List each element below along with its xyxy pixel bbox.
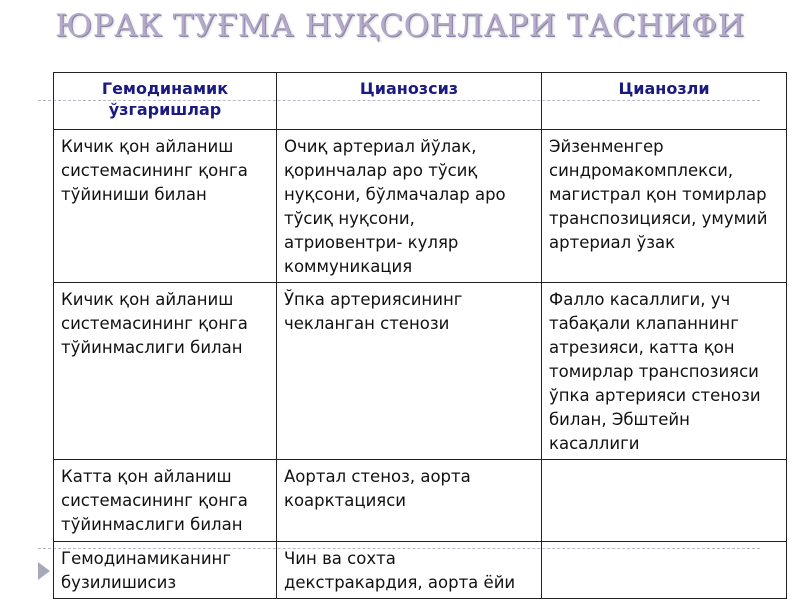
bullet-arrow-icon — [38, 562, 50, 580]
table-cell: Аортал стеноз, аорта коарктацияси — [277, 460, 542, 542]
table-cell: Катта қон айланиш системасининг қонга тўйинмаслиги билан — [54, 460, 277, 542]
table-row — [54, 283, 787, 460]
table-cell — [542, 542, 787, 599]
table-row — [54, 460, 787, 542]
table-cell: Кичик қон айланиш системасининг қонга тўйиниши билан — [54, 130, 277, 283]
table-cell: Кичик қон айланиш системасининг қонга тўйинмаслиги билан — [54, 283, 277, 460]
table-cell: Ўпка артериясининг чекланган стенози — [277, 283, 542, 460]
table-cell: Очиқ артериал йўлак, қоринчалар аро тўсиқ нуқсони, бўлмачалар аро тўсиқ нуқсони, атриовентри- куляр коммуникация — [277, 130, 542, 283]
slide-title: ЮРАК ТУҒМА НУҚСОНЛАРИ ТАСНИФИ — [55, 8, 745, 44]
table-cell: Фалло касаллиги, уч табақали клапаннинг атрезияси, катта қон томирлар транспозияси ўпка артерияси стенози билан, Эбштейн касаллиги — [542, 283, 787, 460]
table-row — [54, 542, 787, 599]
table-row — [54, 130, 787, 283]
header-cyanotic: Цианозли — [542, 73, 787, 130]
table-cell: Гемодинамиканинг бузилишисиз — [54, 542, 277, 599]
header-acyanotic: Цианозсиз — [277, 73, 542, 130]
classification-table — [53, 72, 787, 599]
table-cell: Чин ва сохта декстракардия, аорта ёйи — [277, 542, 542, 599]
header-hemodynamic: Гемодинамик ўзгаришлар — [54, 73, 277, 130]
table-header-row — [54, 73, 787, 130]
table-cell — [542, 460, 787, 542]
table-cell: Эйзенменгер синдромакомплекси, магистрал қон томирлар транспозицияси, умумий артериал ўзак — [542, 130, 787, 283]
